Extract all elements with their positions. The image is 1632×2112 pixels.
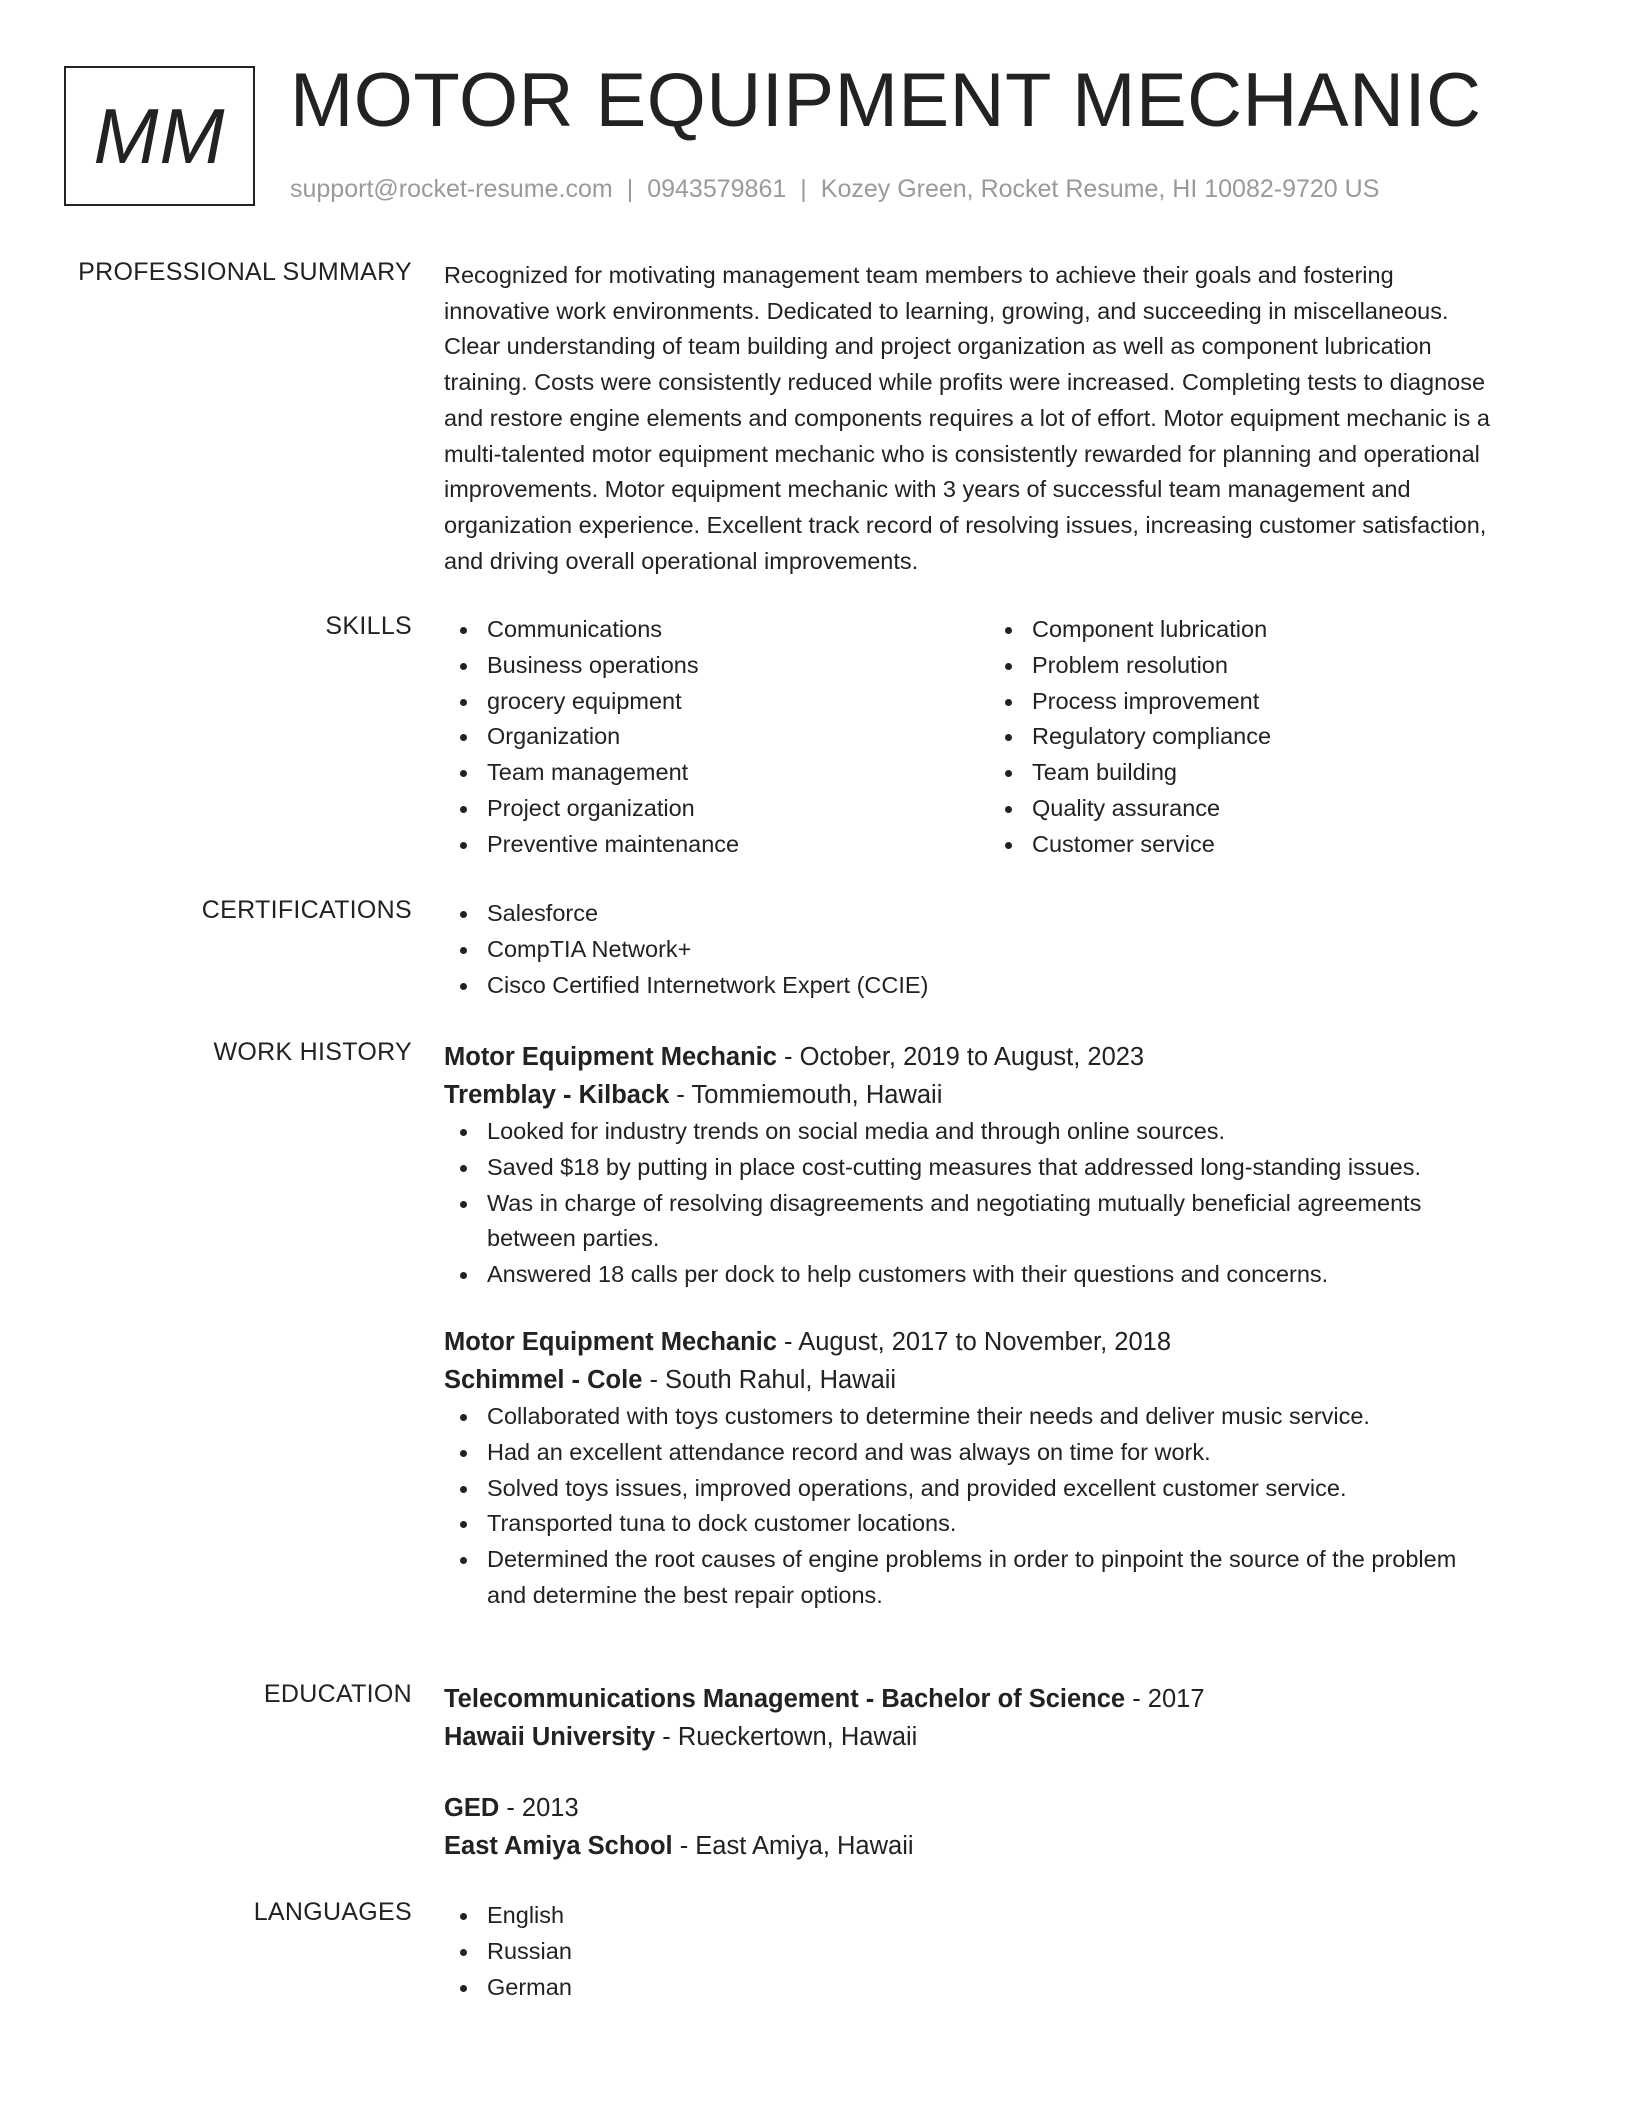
skill-item: Team management <box>487 755 989 791</box>
language-item: German <box>487 1970 1554 2006</box>
skills-columns <box>444 612 1554 863</box>
education-year: - 2013 <box>499 1794 579 1822</box>
job-bullet-line: between parties. <box>487 1225 660 1252</box>
summary-line: organization experience. Excellent track record of resolving issues, increasing customer satisfaction, <box>444 511 1487 538</box>
job-location: - Tommiemouth, Hawaii <box>669 1081 943 1109</box>
education-degree: Telecommunications Management - Bachelor of Science <box>444 1685 1126 1713</box>
job-bullet: Collaborated with toys customers to determine their needs and deliver music service. <box>487 1399 1554 1435</box>
section-title-certifications: CERTIFICATIONS <box>201 896 412 924</box>
education-year: - 2017 <box>1125 1685 1205 1713</box>
summary-line: multi-talented motor equipment mechanic who is consistently rewarded for planning and operational <box>444 440 1480 467</box>
job-bullet: Transported tuna to dock customer locations. <box>487 1506 1554 1542</box>
education-degree-line <box>444 1680 1554 1718</box>
certifications-list <box>444 896 1554 1003</box>
job-bullet-line: and determine the best repair options. <box>487 1581 883 1608</box>
job-bullet <box>487 1542 1554 1614</box>
job-role: Motor Equipment Mechanic <box>444 1327 777 1356</box>
education-location: - East Amiya, Hawaii <box>672 1832 914 1860</box>
section-title-summary: PROFESSIONAL SUMMARY <box>78 258 412 286</box>
job-title-line <box>444 1038 1554 1076</box>
summary-line: training. Costs were consistently reduced while profits were increased. Completing tests to diagnose <box>444 369 1486 396</box>
skill-item: Business operations <box>487 648 989 684</box>
job-bullet: Solved toys issues, improved operations, and provided excellent customer service. <box>487 1471 1554 1507</box>
education-entry <box>444 1680 1554 1756</box>
certification-item: Cisco Certified Internetwork Expert (CCIE) <box>487 968 1554 1004</box>
skill-item: Problem resolution <box>1032 648 1534 684</box>
job-dates: - August, 2017 to November, 2018 <box>776 1327 1172 1356</box>
education-school: East Amiya School <box>444 1832 673 1860</box>
job-company: Tremblay - Kilback <box>444 1081 670 1109</box>
section-title-languages: LANGUAGES <box>253 1898 412 1926</box>
skill-item: Preventive maintenance <box>487 827 989 863</box>
summary-line: and restore engine elements and components requires a lot of effort. Motor equipment mechanic is a <box>444 404 1490 431</box>
job-company: Schimmel - Cole <box>444 1365 643 1394</box>
language-item: Russian <box>487 1934 1554 1970</box>
section-title-education: EDUCATION <box>263 1680 412 1708</box>
certification-item: Salesforce <box>487 896 1554 932</box>
job-role: Motor Equipment Mechanic <box>444 1043 777 1071</box>
education-entry <box>444 1789 1554 1865</box>
certification-item: CompTIA Network+ <box>487 932 1554 968</box>
job-bullet-line: Was in charge of resolving disagreements and negotiating mutually beneficial agreements <box>487 1189 1422 1216</box>
job-bullet-line: Determined the root causes of engine problems in order to pinpoint the source of the problem <box>487 1546 1457 1573</box>
job-bullet <box>487 1186 1554 1258</box>
education-degree: GED <box>444 1794 500 1822</box>
job-company-line <box>444 1361 1554 1399</box>
contact-line <box>290 172 1379 206</box>
skill-item: Customer service <box>1032 827 1534 863</box>
education-school-line <box>444 1718 1554 1756</box>
job-entry <box>444 1038 1554 1293</box>
skill-item: Quality assurance <box>1032 791 1534 827</box>
skill-item: grocery equipment <box>487 684 989 720</box>
contact-address: Kozey Green, Rocket Resume, HI 10082-9720 US <box>820 175 1380 203</box>
skill-item: Component lubrication <box>1032 612 1534 648</box>
summary-line: Clear understanding of team building and project organization as well as component lubrication <box>444 333 1432 360</box>
education-body <box>444 1680 1554 1865</box>
skill-item: Regulatory compliance <box>1032 719 1534 755</box>
job-entry <box>444 1323 1554 1614</box>
contact-separator: | <box>626 175 634 203</box>
job-title-line <box>444 1323 1554 1361</box>
contact-phone[interactable]: 0943579861 <box>647 175 787 203</box>
monogram-logo: MM <box>64 66 255 206</box>
work-history-body <box>444 1038 1554 1614</box>
job-bullet: Saved $18 by putting in place cost-cutting measures that addressed long-standing issues. <box>487 1150 1554 1186</box>
job-bullet: Answered 18 calls per dock to help customers with their questions and concerns. <box>487 1257 1554 1293</box>
job-location: - South Rahul, Hawaii <box>642 1365 897 1394</box>
job-bullet: Looked for industry trends on social media and through online sources. <box>487 1114 1554 1150</box>
section-title-skills: SKILLS <box>325 612 412 640</box>
job-bullet: Had an excellent attendance record and was always on time for work. <box>487 1435 1554 1471</box>
job-company-line <box>444 1076 1554 1114</box>
summary-line: and driving overall operational improvements. <box>444 547 919 574</box>
skill-item: Project organization <box>487 791 989 827</box>
education-school-line <box>444 1827 1554 1865</box>
section-title-work-history: WORK HISTORY <box>213 1038 412 1066</box>
skill-item: Communications <box>487 612 989 648</box>
skill-item: Team building <box>1032 755 1534 791</box>
education-degree-line <box>444 1789 1554 1827</box>
job-dates: - October, 2019 to August, 2023 <box>776 1043 1145 1071</box>
education-school: Hawaii University <box>444 1723 656 1751</box>
language-item: English <box>487 1898 1554 1934</box>
contact-email[interactable]: support@rocket-resume.com <box>290 175 613 203</box>
resume-title: MOTOR EQUIPMENT MECHANIC <box>290 58 1482 143</box>
languages-list <box>444 1898 1554 2005</box>
skill-item: Process improvement <box>1032 684 1534 720</box>
skill-item: Organization <box>487 719 989 755</box>
summary-line: innovative work environments. Dedicated to learning, growing, and succeeding in miscellaneous. <box>444 297 1449 324</box>
contact-separator: | <box>800 175 807 203</box>
summary-line: improvements. Motor equipment mechanic with 3 years of successful team management and <box>444 476 1411 503</box>
education-location: - Rueckertown, Hawaii <box>655 1723 918 1751</box>
summary-line: Recognized for motivating management team members to achieve their goals and fostering <box>444 262 1394 288</box>
summary-text <box>444 258 1554 579</box>
